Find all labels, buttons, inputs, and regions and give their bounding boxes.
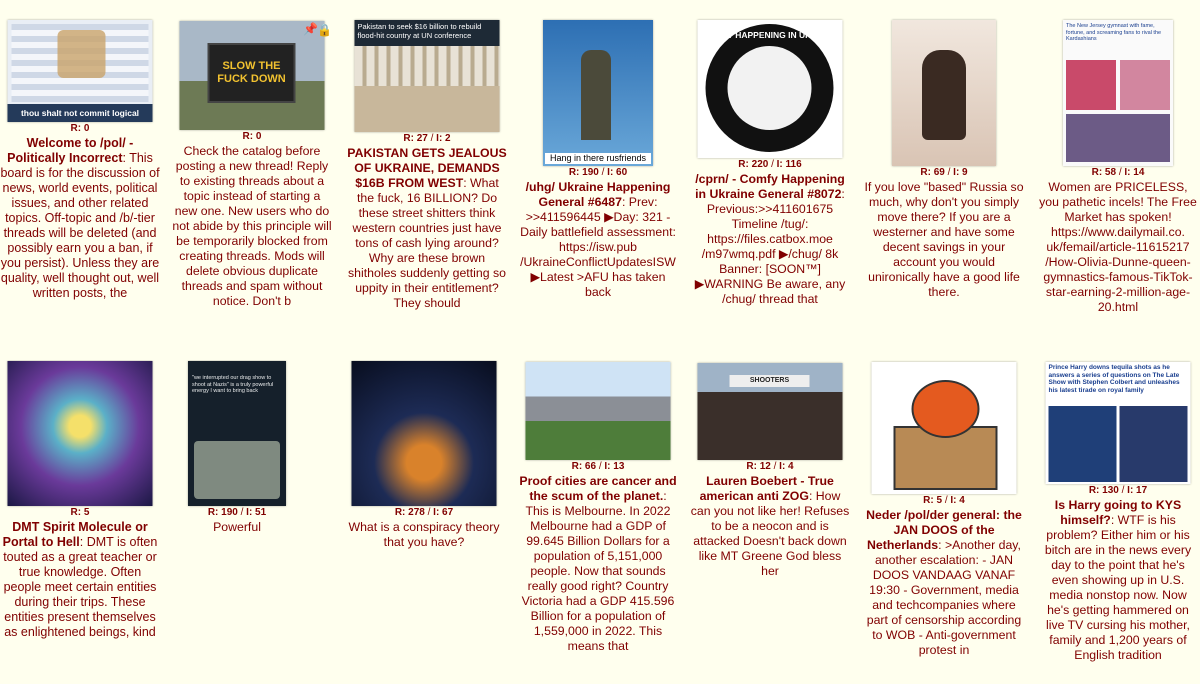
image-count: I: 67: [433, 507, 454, 518]
thread-teaser: How can you not like her! Refuses to be a neocon and is attacked Doesn't back down like MT Greene God bless her: [690, 489, 850, 578]
thread-thumbnail[interactable]: [698, 363, 843, 460]
thread-subject: DMT Spirit Molecule or Portal to Hell: [2, 520, 148, 549]
thread-thumbnail[interactable]: [355, 20, 500, 132]
thread-card[interactable]: Hang in there rusfriends R: 190 / I: 60 /uhg/ Ukraine Happening General #6487: Prev: >>411596445 ▶Day: 321 - Daily battlefield assessment: https://isw.pub /UkraineConflictUpdatesISW ▶Latest >AFU has taken back: [518, 18, 678, 332]
thread-stats: R: 278 / I: 67: [394, 507, 454, 518]
reply-count: R: 0: [70, 123, 90, 134]
thread-card[interactable]: [172, 18, 332, 332]
thumbnail-text: thou shalt not commit logical: [8, 104, 153, 122]
image-count: I: 4: [950, 495, 965, 506]
reply-count: R: 130: [1088, 485, 1119, 496]
thread-card[interactable]: Prince Harry downs tequila shots as he answers a series of questions on The Late Show with Stephen Colbert and unleashes his latest tirade on royal family R: 130 / I: 17 Is Harry going to KYS himself?: WTF is his problem? Either him or his bitch are in the news every day to the point that he's even showing up in U.S. media nonstop now. Now he's getting hammered on live TV cursing his mother, family and 1,200 years of English tradition: [1038, 360, 1198, 672]
thread-teaser: What is a conspiracy theory that you have?: [348, 520, 500, 549]
thread-stats: R: 220 / I: 116: [738, 159, 802, 170]
thread-teaser: Prev: >>411596445 ▶Day: 321 - Daily battlefield assessment: https://isw.pub /UkraineConflictUpdatesISW ▶Latest >AFU has taken back: [520, 195, 676, 299]
thread-subject: Is Harry going to KYS himself?: [1054, 498, 1182, 527]
reply-count: R: 0: [242, 131, 262, 142]
thread-teaser: Powerful: [213, 520, 261, 534]
image-count: I: 17: [1127, 485, 1148, 496]
thread-stats: R: 130 / I: 17: [1088, 485, 1148, 496]
thread-teaser: If you love "based" Russia so much, why don't you simply move there? If you are a westerner and have some decent savings in your account you would unironically have a good life there.: [864, 180, 1024, 299]
thumbnail-text: SHOOTERS: [730, 375, 810, 387]
thread-card[interactable]: [344, 360, 504, 672]
reply-count: R: 66: [571, 461, 597, 472]
thread-thumbnail[interactable]: [188, 361, 286, 506]
thread-teaser: This is Melbourne. In 2022 Melbourne had a GDP of 99.645 Billion Dollars for a population of 5,151,000 people. Now that sounds really good right? Country Victoria had a GDP 415.596 Billion for a population of 1,559,000 in 2022. This means that: [521, 504, 675, 653]
thread-teaser: Check the catalog before posting a new thread! Reply to existing threads about a topic instead of starting a new one. New users who do not abide by this principle will be temporarily blocked from creating threads. Mods will delete obvious duplicate threads and spam without notice. Don't b: [172, 144, 332, 308]
thread-card[interactable]: SHOOTERS R: 12 / I: 4 Lauren Boebert - True american anti ZOG: How can you not like her! Refuses to be a neocon and is attacked Doesn't back down like MT Greene God bless her: [690, 360, 850, 672]
reply-count: R: 220: [738, 159, 769, 170]
thread-thumbnail[interactable]: [698, 20, 843, 158]
reply-count: R: 278: [394, 507, 425, 518]
thread-subject: Welcome to /pol/ - Politically Incorrect: [7, 136, 134, 165]
thread-subject: /cprn/ - Comfy Happening in Ukraine General #8072: [695, 172, 845, 201]
thread-stats: R: 190 / I: 60: [568, 167, 628, 178]
thumbnail-text: Prince Harry downs tequila shots as he answers a series of questions on The Late Show with Stephen Colbert and unleashes his latest tirade on royal family: [1048, 364, 1180, 394]
thumbnail-text: SLOW THE FUCK DOWN: [208, 43, 296, 103]
thread-stats: R: 12 / I: 4: [746, 461, 794, 472]
thread-stats: R: 69 / I: 9: [920, 167, 968, 178]
thread-thumbnail[interactable]: [543, 20, 653, 166]
thread-card[interactable]: thou shalt not commit logical R: 0 Welcome to /pol/ - Politically Incorrect: This board is for the discussion of news, world events, political issues, and other related topics. Off-topic and /b/-tier threads will be deleted (and possibly earn you a ban, if you persist). Unless they are quality, well thought out, well written posts, the: [0, 18, 160, 332]
reply-count: R: 190: [207, 507, 238, 518]
image-count: I: 9: [953, 167, 968, 178]
image-count: I: 4: [779, 461, 794, 472]
thread-stats: [172, 131, 332, 143]
thread-thumbnail[interactable]: [180, 21, 325, 130]
thread-teaser: WTF is his problem? Either him or his bitch are in the news every day to the point that he's even showing up in U.S. media nonstop now. Now he's getting hammered on live TV cursing his mother, family and 1,200 years of English tradition: [1044, 513, 1192, 662]
image-count: I: 2: [436, 133, 451, 144]
image-count: I: 116: [776, 159, 802, 170]
thread-card[interactable]: [157, 360, 317, 672]
thread-thumbnail[interactable]: [352, 361, 497, 506]
image-count: I: 14: [1124, 167, 1145, 178]
thread-teaser: >Another day, another escalation: - JAN DOOS VANDAAG VANAF 19:30 - Government, media and techcompanies where part of censorship according to WOB - Anti-government protest in: [866, 538, 1022, 657]
thread-card[interactable]: R: 66 / I: 13 Proof cities are cancer and the scum of the planet.: This is Melbourne. In 2022 Melbourne had a GDP of 99.645 Billion Dollars for a population of 5,151,000 people. Now that sounds really good right? Country Victoria had a GDP 415.596 Billion for a population of 1,559,000 in 2022. This means that: [518, 360, 678, 672]
thumbnail-text: Pakistan to seek $16 billion to rebuild flood-hit country at UN conference: [355, 20, 500, 46]
thread-card[interactable]: [864, 18, 1024, 332]
thread-stats: [0, 123, 160, 135]
thread-thumbnail[interactable]: [1046, 362, 1191, 484]
thread-teaser: This board is for the discussion of news, world events, political issues, and other related topics. Off-topic and /b/-tier threads will be deleted (and possibly earn you a ban, if you persist). Unless they are quality, well thought out, well written posts, the: [0, 151, 160, 300]
thread-teaser: Women are PRICELESS, you pathetic incels! The Free Market has spoken! https://www.dailymail.co. uk/femail/article-11615217 /How-Olivia-Dunne-queen-gymnastics-famous-TikTok-star-earning-2-million-age-20.html: [1039, 180, 1197, 314]
thread-subject: Neder /pol/der general: the JAN DOOS of the Netherlands: [866, 508, 1022, 552]
thread-card[interactable]: [1038, 18, 1198, 332]
thread-card[interactable]: R: 5 DMT Spirit Molecule or Portal to Hell: DMT is often touted as a great teacher or true knowledge. Often people meet certain entities during their trips. These entities present themselves as enlightened beings, kind: [0, 360, 160, 672]
thread-thumbnail[interactable]: [8, 361, 153, 506]
thread-stats: R: 27 / I: 2: [403, 133, 451, 144]
image-count: I: 60: [607, 167, 628, 178]
thread-stats: R: 66 / I: 13: [571, 461, 625, 472]
thread-stats: R: 5 / I: 4: [923, 495, 965, 506]
thread-subject: PAKISTAN GETS JEALOUS OF UKRAINE, DEMANDS $16B FROM WEST: [347, 146, 507, 190]
reply-count: R: 5: [70, 507, 90, 518]
thread-teaser: What the fuck, 16 BILLION? Do these street shitters think western countries just have tons of cash lying around? Why are these brown shitholes suddenly getting so uppity in their entitlement? They should: [348, 176, 506, 310]
reply-count: R: 12: [746, 461, 771, 472]
reply-count: R: 69: [920, 167, 945, 178]
reply-count: R: 27: [403, 133, 428, 144]
thread-subject: Lauren Boebert - True american anti ZOG: [699, 474, 834, 503]
thread-card[interactable]: COMFY HAPPENING IN UKRAINE R: 220 / I: 116 /cprn/ - Comfy Happening in Ukraine General #8072: Previous:>>411601675 Timeline /tug/: https://files.catbox.moe /m97wmq.pdf ▶/chug/ 8k Banner: [SOON™] ▶WARNING Be aware, any /chug/ thread that: [690, 18, 850, 332]
image-count: I: 13: [604, 461, 625, 472]
thread-thumbnail[interactable]: [892, 20, 996, 166]
thread-stats: R: 190 / I: 51: [207, 507, 267, 518]
reply-count: R: 58: [1091, 167, 1117, 178]
lock-icon: 🔒: [317, 23, 332, 37]
image-count: I: 51: [246, 507, 267, 518]
sticky-icon: 📌: [303, 22, 318, 36]
thumbnail-text: COMFY HAPPENING IN UKRAINE: [702, 30, 838, 40]
thread-card[interactable]: R: 5 / I: 4 Neder /pol/der general: the JAN DOOS of the Netherlands: >Another day, another escalation: - JAN DOOS VANDAAG VANAF 19:30 - Government, media and techcompanies where part of censorship according to WOB - Anti-government protest in: [864, 360, 1024, 672]
thread-stats: R: 58 / I: 14: [1091, 167, 1145, 178]
thumbnail-caption: Hang in there rusfriends: [545, 153, 651, 164]
thread-card[interactable]: Pakistan to seek $16 billion to rebuild flood-hit country at UN conference R: 27 / I: 2 PAKISTAN GETS JEALOUS OF UKRAINE, DEMANDS $16B FROM WEST: What the fuck, 16 BILLION? Do these street shitters think western countries just have tons of cash lying around? Why are these brown shitholes suddenly getting so uppity in their entitlement? They should: [347, 22, 507, 310]
thread-subject: Proof cities are cancer and the scum of the planet.: [519, 474, 677, 503]
thread-teaser: Previous:>>411601675 Timeline /tug/: https://files.catbox.moe /m97wmq.pdf ▶/chug/ 8k Banner: [SOON™] ▶WARNING Be aware, any /chug/ thread that: [694, 202, 846, 306]
reply-count: R: 5: [923, 495, 943, 506]
thread-thumbnail[interactable]: [526, 362, 671, 460]
thread-teaser: DMT is often touted as a great teacher or true knowledge. Often people meet certain entities during their trips. These entities present themselves as enlightened beings, kind: [3, 535, 158, 639]
thumbnail-text: "we interrupted our drag show to shoot at Nazis" is a truly powerful energy I want to bring back: [192, 375, 274, 394]
thread-stats: [0, 507, 160, 519]
reply-count: R: 190: [568, 167, 599, 178]
thumbnail-text: The New Jersey gymnast with fame, fortune, and screaming fans to rival the Kardashians: [1066, 23, 1162, 42]
thread-thumbnail[interactable]: [8, 20, 153, 122]
thread-thumbnail[interactable]: [872, 362, 1017, 494]
thread-subject: /uhg/ Ukraine Happening General #6487: [525, 180, 671, 209]
thread-thumbnail[interactable]: [1063, 20, 1173, 166]
